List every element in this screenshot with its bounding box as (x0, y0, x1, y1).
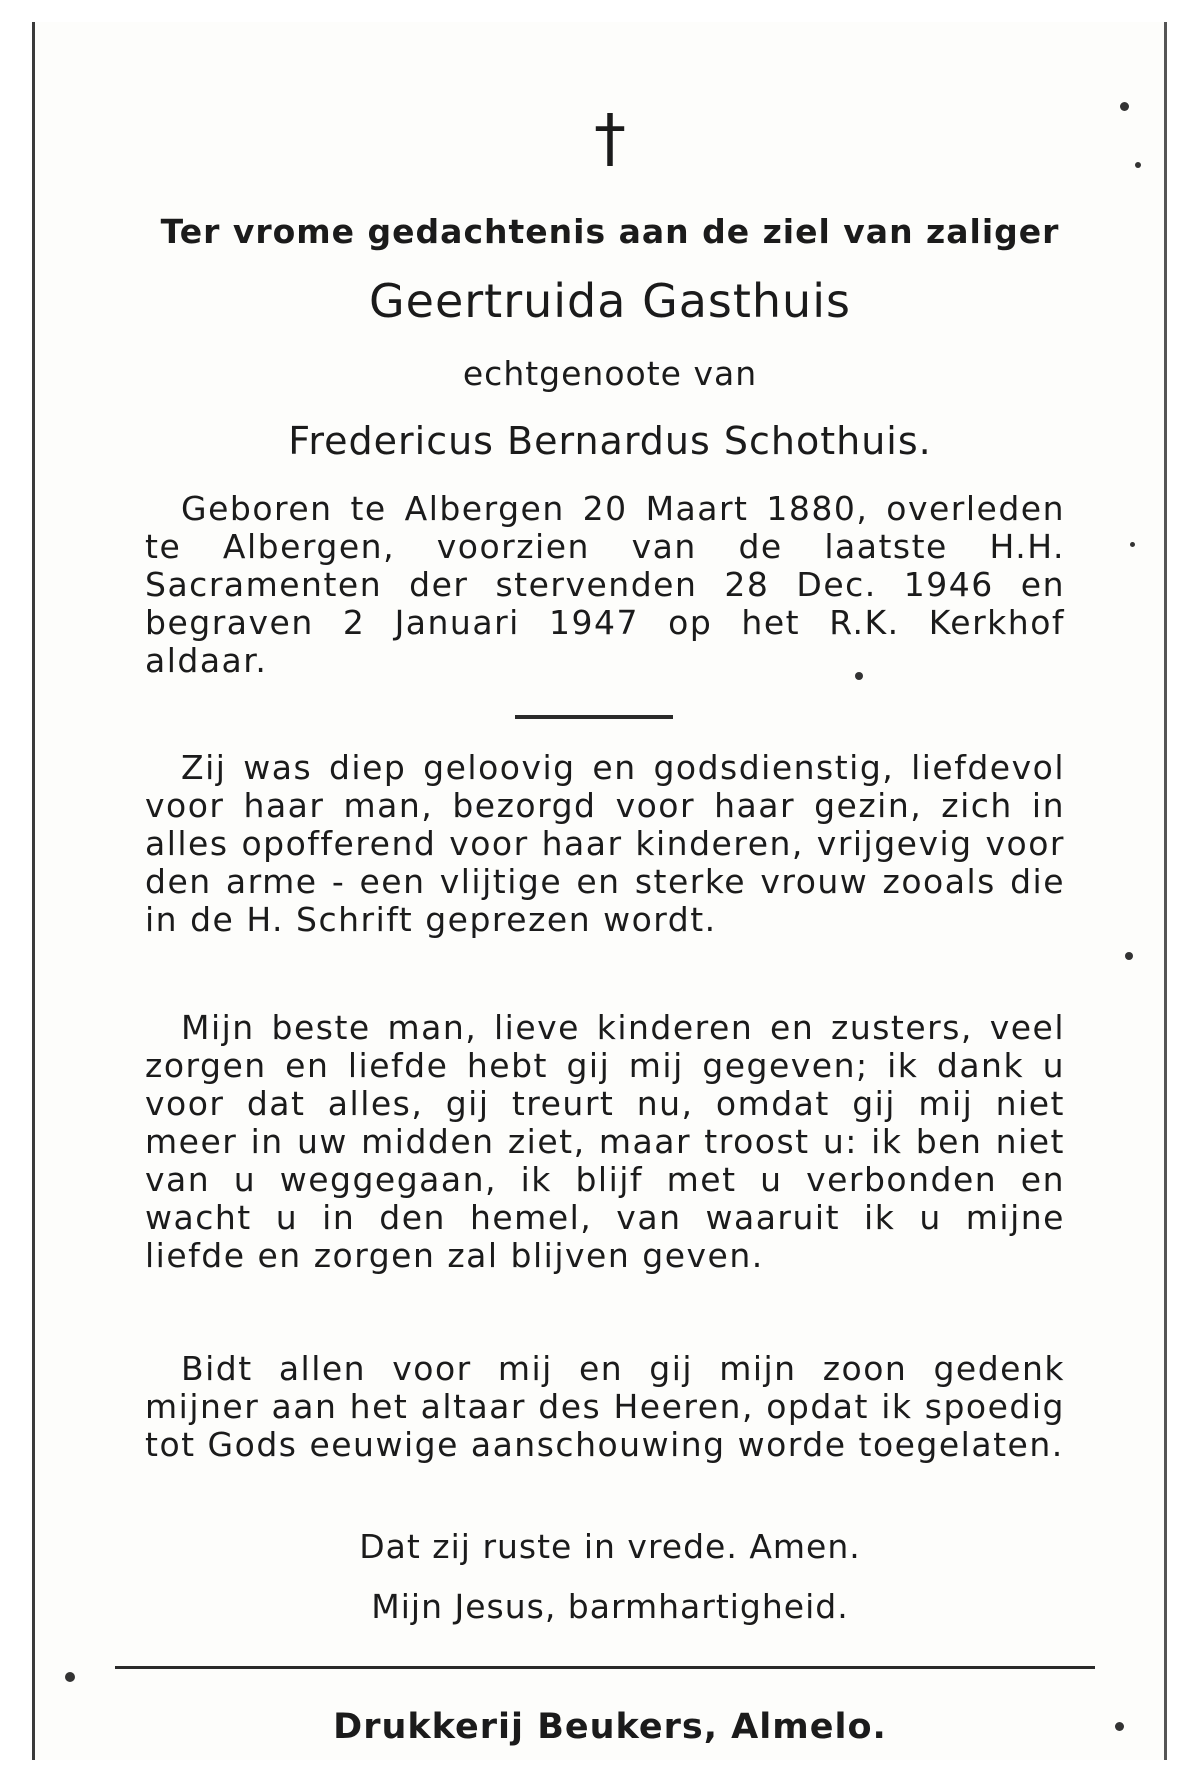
bottom-divider (115, 1666, 1095, 1669)
divider (515, 715, 673, 719)
memorial-card (32, 22, 1167, 1760)
print-speck (855, 672, 863, 680)
printer-credit: Drukkerij Beukers, Almelo. (333, 1707, 887, 1747)
intro-line: Ter vrome gedachtenis aan de ziel van zaliger (160, 212, 1060, 251)
paragraph-farewell: Mijn beste man, lieve kinderen en zusters, veel zorgen en liefde hebt gij mij gegeven; ik dank u voor dat alles, gij treurt nu, omdat gij mij niet meer in uw midden ziet, maar troost u: ik ben niet van u weggegaan, ik blijf met u verbonden en wacht u in den hemel, van waaruit ik u mijne liefde en zorgen zal blijven geven. (145, 1008, 1065, 1275)
paragraph-character: Zij was diep geloovig en godsdienstig, liefdevol voor haar man, bezorgd voor haar gezin, zich in alles opofferend voor haar kinderen, vrijgevig voor den arme - een vlijtige en sterke vrouw zooals die in de H. Schrift geprezen wordt. (145, 748, 1065, 939)
print-speck (1120, 102, 1129, 111)
rest-in-peace-line: Dat zij ruste in vrede. Amen. (359, 1527, 861, 1566)
print-speck (1135, 162, 1141, 168)
prayer-line: Mijn Jesus, barmhartigheid. (371, 1587, 849, 1626)
print-speck (65, 1672, 75, 1682)
print-speck (1115, 1722, 1124, 1731)
print-speck (1125, 952, 1133, 960)
cross-icon: † (594, 102, 626, 176)
biography: Geboren te Albergen 20 Maart 1880, overleden te Albergen, voorzien van de laatste H.H. Sacramenten der stervenden 28 Dec. 1946 en begraven 2 Januari 1947 op het R.K. Kerkhof aldaar. (145, 489, 1065, 680)
paragraph-prayer-request: Bidt allen voor mij en gij mijn zoon gedenk mijner aan het altaar des Heeren, opdat ik spoedig tot Gods eeuwige aanschouwing worde toegelaten. (145, 1349, 1065, 1464)
print-speck (1130, 542, 1135, 547)
spouse-name: Fredericus Bernardus Schothuis. (288, 419, 932, 463)
spouse-label: echtgenoote van (462, 354, 758, 393)
deceased-name: Geertruida Gasthuis (369, 274, 851, 328)
